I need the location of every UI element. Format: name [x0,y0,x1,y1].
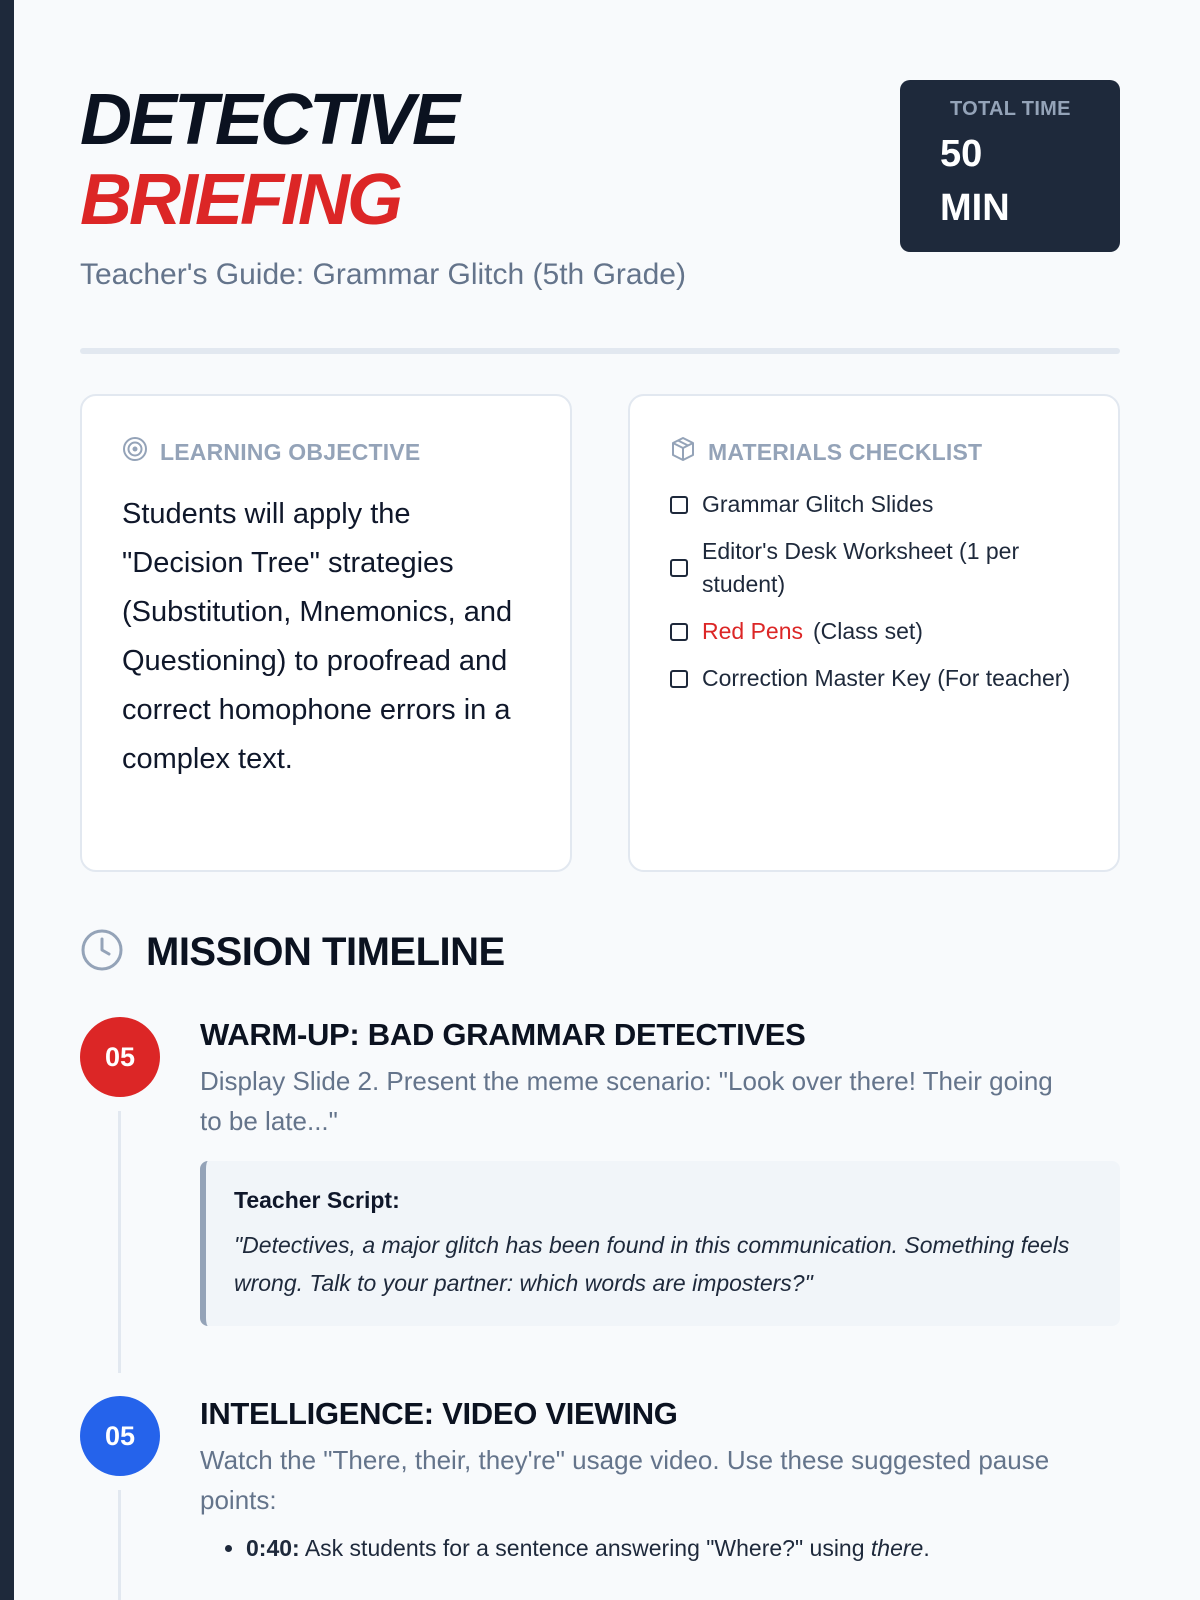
teacher-script-box [200,1161,1120,1326]
checklist-item-label: Editor's Desk Worksheet (1 per student) [702,538,1020,597]
pause-point-item [246,1528,1120,1568]
clock-icon [80,928,124,977]
target-icon [122,436,148,468]
left-rail [0,0,14,1600]
pause-point-time: 0:40: [246,1535,300,1561]
page-subtitle: Teacher's Guide: Grammar Glitch (5th Grade) [80,258,686,291]
learning-objective-heading [122,436,530,468]
title-line-2: BRIEFING [80,160,401,240]
step-description: Watch the "There, their, they're" usage video. Use these suggested pause points: [200,1445,1050,1515]
total-time-value: 50 MIN [940,133,1010,229]
timeline-step-warm-up [80,1017,1120,1326]
step-minutes-badge: 05 [80,1396,160,1476]
step-description: Display Slide 2. Present the meme scenario: "Look over there! Their going to be late..." [200,1066,1053,1136]
red-pens-highlight: Red Pens [702,618,804,644]
checklist-item-label: Correction Master Key (For teacher) [702,665,1071,691]
checklist-item-label: Grammar Glitch Slides [702,491,934,517]
total-time-label: TOTAL TIME [950,98,1071,120]
mission-timeline-title: MISSION TIMELINE [146,930,505,974]
step-connector-line [118,1111,121,1373]
checkbox[interactable] [670,496,688,514]
checklist-item[interactable] [670,535,1078,601]
checkbox[interactable] [670,559,688,577]
pause-point-emphasis: there [870,1535,924,1561]
info-cards [80,394,1120,872]
red-pens-rest: (Class set) [813,618,923,644]
content [80,80,1120,1568]
checklist-item[interactable] [670,615,1078,648]
checklist-item[interactable] [670,488,1078,521]
learning-objective-card [80,394,572,872]
learning-objective-label: LEARNING OBJECTIVE [160,438,421,465]
teacher-script-quote: "Detectives, a major glitch has been found in this communication. Something feels wrong. Talk to your partner: which words are imposters?" [234,1232,1070,1296]
mission-timeline-heading [80,928,1120,977]
step-title: WARM-UP: BAD GRAMMAR DETECTIVES [200,1017,806,1052]
pause-points-list [200,1528,1120,1568]
step-connector-line [118,1490,121,1600]
title-line-1: DETECTIVE [80,80,458,160]
checkbox[interactable] [670,623,688,641]
timeline-step-video [80,1396,1120,1568]
materials-checklist-label: MATERIALS CHECKLIST [708,438,983,465]
pause-point-text-end: . [923,1535,930,1561]
checkbox[interactable] [670,670,688,688]
header-divider [80,348,1120,354]
materials-list [670,488,1078,695]
total-time-badge [900,80,1120,252]
learning-objective-text: Students will apply the "Decision Tree" strategies (Substitution, Mnemonics, and Questioning) to proofread and correct homophone errors in a complex text. [122,498,513,775]
header [80,80,1120,348]
package-icon [670,436,696,468]
materials-checklist-card [628,394,1120,872]
step-minutes-badge: 05 [80,1017,160,1097]
checklist-item-label [702,615,923,648]
pause-point-text: Ask students for a sentence answering "Where?" using [304,1535,871,1561]
checklist-item[interactable] [670,662,1078,695]
step-title: INTELLIGENCE: VIDEO VIEWING [200,1396,678,1431]
materials-checklist-heading [670,436,1078,468]
teacher-script-label: Teacher Script: [234,1187,400,1213]
